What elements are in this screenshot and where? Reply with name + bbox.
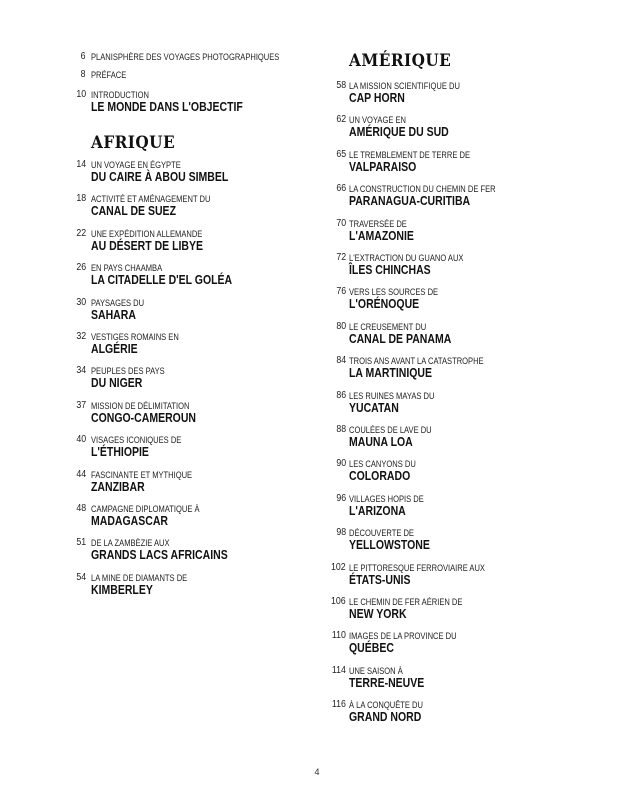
toc-entry[interactable] [320,320,610,346]
section-heading-afrique: AFRIQUE [91,133,176,153]
toc-entry[interactable] [62,399,310,425]
toc-page-number: 44 [76,468,86,480]
toc-entry-kicker: LES CANYONS DU [349,459,416,470]
toc-page-number: 6 [81,51,86,62]
toc-entry-title: CANAL DE PANAMA [349,331,452,346]
toc-entry[interactable] [62,468,310,494]
toc-entry-kicker: PLANISPHÈRE DES VOYAGES PHOTOGRAPHIQUES [91,52,280,62]
toc-page-number: 32 [76,331,86,342]
toc-entry[interactable] [320,527,610,553]
toc-entry-kicker: VILLAGES HOPIS DE [349,493,424,504]
toc-entry-kicker: MISSION DE DÉLIMITATION [91,400,190,411]
toc-entry-kicker: LE CREUSEMENT DU [349,321,427,332]
toc-entry[interactable] [62,69,310,89]
toc-entry[interactable] [320,148,610,174]
toc-entry[interactable] [320,424,610,449]
toc-entry-kicker: DE LA ZAMBÈZIE AUX [91,538,170,549]
toc-entry-title: CANAL DE SUEZ [91,204,176,219]
toc-entry-title: GRAND NORD [349,710,422,725]
toc-entry-kicker: LE TREMBLEMENT DE TERRE DE [349,149,470,160]
toc-page-number: 48 [76,503,86,514]
toc-entry-title: YUCATAN [349,400,399,415]
toc-entry-title: CONGO-CAMEROUN [91,410,196,425]
toc-page-number: 26 [76,262,86,274]
toc-entry-title: LA MARTINIQUE [349,366,433,381]
toc-entry-kicker: TROIS ANS AVANT LA CATASTROPHE [349,356,484,367]
toc-entry-title: AU DÉSERT DE LIBYE [91,238,204,253]
toc-entry-title: MADAGASCAR [91,514,169,528]
toc-entry-title: DU NIGER [91,376,143,391]
toc-entry[interactable] [62,434,310,460]
toc-entry-title: GRANDS LACS AFRICAINS [91,548,228,563]
toc-page-number: 90 [336,458,346,470]
toc-entry-title: VALPARAISO [349,159,417,174]
toc-page-number: 18 [76,193,86,205]
toc-entry[interactable] [320,458,610,484]
toc-page-number: 10 [76,89,86,100]
toc-entry-title: LE MONDE DANS L'OBJECTIF [91,100,243,114]
toc-entry-title: COLORADO [349,469,411,484]
toc-entry-kicker: À LA CONQUÊTE DU [349,700,423,711]
toc-page-number: 14 [76,159,86,170]
toc-entry-kicker: EN PAYS CHAAMBA [91,263,163,274]
toc-page-number: 80 [336,320,346,332]
toc-entry[interactable] [320,630,610,656]
toc-page-number: 66 [336,183,346,195]
toc-entry-kicker: LES RUINES MAYAS DU [349,390,435,401]
toc-entry[interactable] [62,296,310,322]
toc-entry-kicker: INTRODUCTION [91,90,149,100]
toc-page-number: 72 [336,252,346,263]
toc-entry[interactable] [320,664,610,690]
toc-entry-kicker: UN VOYAGE EN ÉGYPTE [91,160,181,170]
toc-page-number: 88 [336,424,346,435]
toc-page-number: 8 [81,69,86,80]
toc-entry-kicker: IMAGES DE LA PROVINCE DU [349,631,457,642]
toc-entry-kicker: PEUPLES DES PAYS [91,366,165,377]
toc-page-number: 40 [76,434,86,446]
toc-entry-kicker: VERS LES SOURCES DE [349,287,439,298]
toc-entry-title: AMÉRIQUE DU SUD [349,125,449,140]
toc-page-number: 54 [76,571,86,583]
toc-entry-kicker: LA MINE DE DIAMANTS DE [91,572,188,583]
section-heading-amerique: AMÉRIQUE [349,51,452,71]
toc-entry-title: MAUNA LOA [349,435,413,449]
toc-page-number: 62 [336,114,346,126]
toc-entry-title: LA CITADELLE D'EL GOLÉA [91,273,233,288]
toc-entry-kicker: UNE EXPÉDITION ALLEMANDE [91,228,203,239]
toc-page-number: 30 [76,296,86,308]
toc-entry[interactable] [320,80,610,105]
toc-entry-kicker: FASCINANTE ET MYTHIQUE [91,469,193,480]
toc-entry-kicker: UN VOYAGE EN [349,115,407,126]
toc-page-number: 102 [331,561,346,573]
toc-page-number: 98 [336,527,346,539]
toc-entry-kicker: VESTIGES ROMAINS EN [91,332,179,342]
toc-page-number: 34 [76,365,86,377]
toc-entry-title: ÎLES CHINCHAS [349,263,431,277]
toc-entry-title: ZANZIBAR [91,479,145,494]
toc-entry[interactable] [320,286,610,312]
toc-entry-kicker: COULÉES DE LAVE DU [349,425,432,435]
toc-entry-title: SAHARA [91,307,136,322]
toc-entry[interactable] [62,159,310,184]
toc-page-number: 58 [336,80,346,91]
toc-entry[interactable] [320,252,610,277]
toc-entry-kicker: LE CHEMIN DE FER AÉRIEN DE [349,597,463,607]
toc-entry-kicker: VISAGES ICONIQUES DE [91,435,182,446]
toc-entry[interactable] [62,227,310,253]
toc-entry[interactable] [320,389,610,415]
toc-entry-kicker: CAMPAGNE DIPLOMATIQUE À [91,504,200,514]
toc-entry-title: L'AMAZONIE [349,228,414,243]
toc-entry-kicker: PRÉFACE [91,70,127,80]
toc-page-number: 51 [76,537,86,549]
toc-page-number: 84 [336,355,346,367]
toc-page-number: 96 [336,492,346,504]
toc-entry-title: KIMBERLEY [91,582,153,597]
toc-entry[interactable] [62,503,310,528]
toc-page-number: 116 [331,699,346,711]
toc-page-number: 114 [331,664,346,676]
toc-entry-title: L'ORÉNOQUE [349,297,420,312]
toc-entry-title: QUÉBEC [349,641,394,656]
toc-entry-title: CAP HORN [349,91,405,105]
toc-page-number: 70 [336,217,346,229]
toc-entry-title: YELLOWSTONE [349,538,430,553]
toc-entry[interactable] [62,331,310,356]
toc-entry[interactable] [320,217,610,243]
toc-entry[interactable] [62,262,310,288]
toc-page-number: 22 [76,227,86,239]
toc-entry-title: DU CAIRE À ABOU SIMBEL [91,170,229,184]
toc-entry[interactable] [62,365,310,391]
toc-entry-title: PARANAGUA-CURITIBA [349,194,471,209]
toc-entry[interactable] [320,699,610,725]
toc-entry-kicker: L'EXTRACTION DU GUANO AUX [349,253,464,263]
toc-entry[interactable] [320,561,610,587]
toc-entry-title: L'ÉTHIOPIE [91,445,149,460]
toc-entry[interactable] [62,537,310,563]
toc-entry[interactable] [320,355,610,381]
toc-page-number: 110 [331,630,346,642]
toc-entry-kicker: LA CONSTRUCTION DU CHEMIN DE FER [349,184,496,195]
toc-entry-kicker: LA MISSION SCIENTIFIQUE DU [349,81,460,91]
toc-page-number: 106 [331,596,346,607]
toc-page-number: 86 [336,389,346,401]
toc-entry[interactable] [320,114,610,140]
toc-entry[interactable] [320,183,610,209]
toc-entry-kicker: LE PITTORESQUE FERROVIAIRE AUX [349,562,485,573]
toc-page-number: 37 [76,399,86,411]
toc-entry[interactable] [62,51,310,71]
toc-entry[interactable] [62,89,310,114]
toc-entry[interactable] [320,492,610,518]
toc-page-number: 76 [336,286,346,298]
toc-entry[interactable] [62,571,310,597]
toc-entry-title: TERRE-NEUVE [349,675,425,690]
toc-entry[interactable] [62,193,310,219]
toc-entry-kicker: TRAVERSÉE DE [349,218,407,229]
toc-entry-title: L'ARIZONA [349,503,406,518]
toc-entry-kicker: DÉCOUVERTE DE [349,528,414,539]
toc-entry-title: NEW YORK [349,607,407,621]
toc-entry-kicker: UNE SAISON À [349,665,403,676]
toc-page-number: 65 [336,148,346,160]
toc-entry-kicker: PAYSAGES DU [91,297,145,308]
page-number: 4 [314,767,320,777]
toc-entry-title: ÉTATS-UNIS [349,572,411,587]
toc-entry[interactable] [320,596,610,621]
toc-entry-kicker: ACTIVITÉ ET AMÉNAGEMENT DU [91,194,211,205]
toc-entry-title: ALGÉRIE [91,342,138,356]
